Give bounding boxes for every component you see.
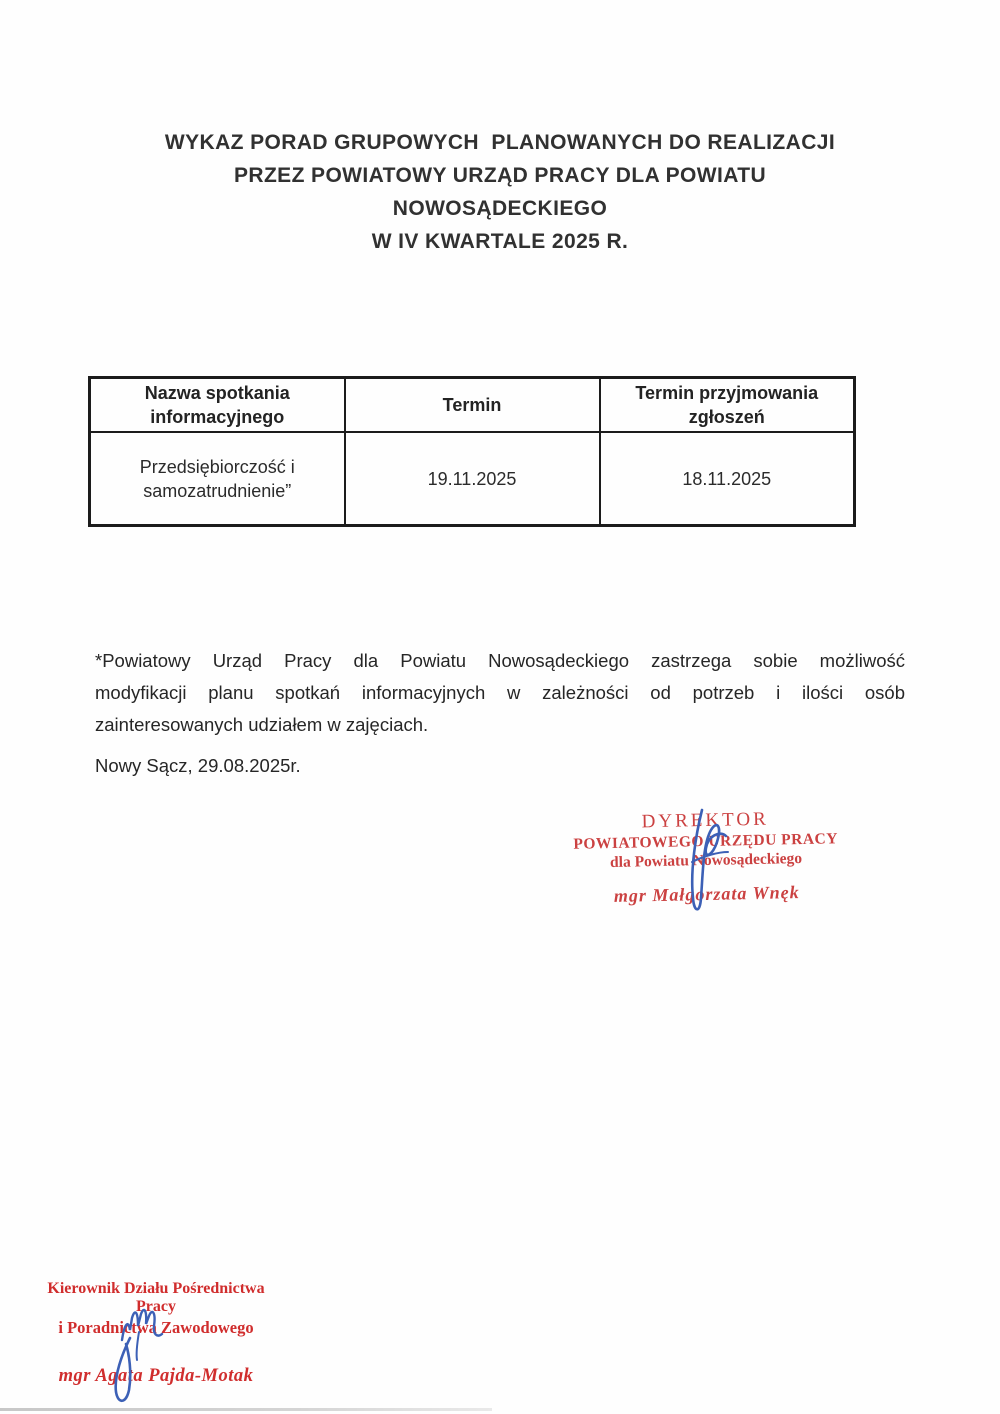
footnote-line-3: zainteresowanych udziałem w zajęciach. xyxy=(95,714,429,735)
scan-artifact-line xyxy=(0,1408,492,1411)
col-header-date: Termin xyxy=(345,378,600,433)
manager-stamp-name: mgr Agata Pajda-Motak xyxy=(58,1366,254,1386)
manager-stamp-role-line-1: Kierownik Działu Pośrednictwa Pracy xyxy=(47,1280,265,1315)
director-stamp-name: mgr Małgorzata Wnęk xyxy=(613,882,800,906)
col-header-registration-deadline: Termin przyjmowania zgłoszeń xyxy=(600,378,855,433)
director-stamp-title: DYREKTOR xyxy=(641,808,769,833)
title-line-1: WYKAZ PORAD GRUPOWYCH PLANOWANYCH DO REALIZACJI xyxy=(164,131,836,154)
document-title xyxy=(0,126,1000,258)
place-and-date: Nowy Sącz, 29.08.2025r. xyxy=(95,755,301,776)
schedule-table-header xyxy=(90,378,855,433)
director-stamp-district: dla Powiatu Nowosądeckiego xyxy=(609,849,803,872)
cell-registration-deadline: 18.11.2025 xyxy=(600,432,855,526)
schedule-table-body xyxy=(90,432,855,526)
table-row xyxy=(90,432,855,526)
title-line-2: PRZEZ POWIATOWY URZĄD PRACY DLA POWIATU xyxy=(233,164,767,187)
director-stamp xyxy=(567,807,845,908)
manager-stamp xyxy=(30,1280,282,1387)
footnote-paragraph xyxy=(95,645,905,741)
header-row xyxy=(90,378,855,433)
schedule-table xyxy=(88,376,856,527)
manager-stamp-role-line-2: i Poradnictwa Zawodowego xyxy=(58,1318,254,1337)
footnote-line-2: modyfikacji planu spotkań informacyjnych w zależności od potrzeb i ilości osób xyxy=(95,682,905,703)
cell-date: 19.11.2025 xyxy=(345,432,600,526)
col-header-meeting-name: Nazwa spotkania informacyjnego xyxy=(90,378,345,433)
footnote-line-1: *Powiatowy Urząd Pracy dla Powiatu Nowosądeckiego zastrzega sobie możliwość xyxy=(95,650,905,671)
cell-meeting-name: Przedsiębiorczość i samozatrudnienie” xyxy=(90,432,345,526)
director-stamp-office: POWIATOWEGO URZĘDU PRACY xyxy=(573,830,839,853)
title-line-3: NOWOSĄDECKIEGO xyxy=(392,197,608,220)
title-line-4: W IV KWARTALE 2025 R. xyxy=(371,230,629,253)
